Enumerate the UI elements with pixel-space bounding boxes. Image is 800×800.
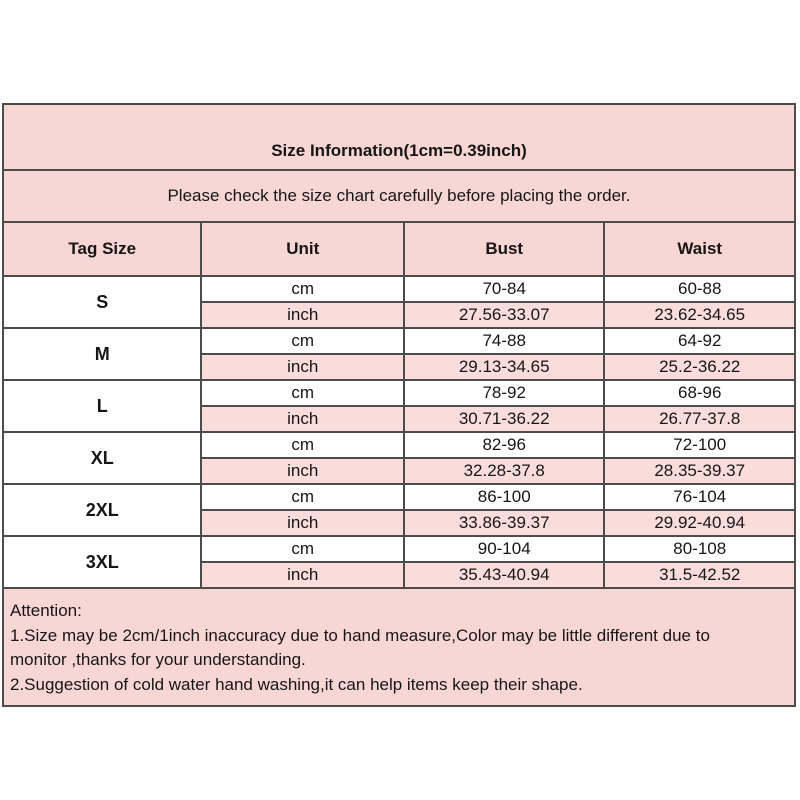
subtitle-row xyxy=(3,170,795,222)
unit-inch-label: inch xyxy=(201,354,403,380)
bust-inch-value: 32.28-37.8 xyxy=(404,458,604,484)
size-row-s-cm xyxy=(3,276,795,302)
waist-inch-value: 23.62-34.65 xyxy=(604,302,795,328)
column-header-bust: Bust xyxy=(404,222,604,276)
waist-inch-value: 28.35-39.37 xyxy=(604,458,795,484)
unit-inch-label: inch xyxy=(201,406,403,432)
bust-cm-value: 86-100 xyxy=(404,484,604,510)
size-table xyxy=(2,103,796,707)
column-header-unit: Unit xyxy=(201,222,403,276)
unit-inch-label: inch xyxy=(201,302,403,328)
size-row-2xl-cm xyxy=(3,484,795,510)
column-header-waist: Waist xyxy=(604,222,795,276)
attention-text-line: monitor ,thanks for your understanding. xyxy=(10,650,306,669)
size-row-m-cm xyxy=(3,328,795,354)
bust-inch-value: 27.56-33.07 xyxy=(404,302,604,328)
bust-inch-value: 33.86-39.37 xyxy=(404,510,604,536)
unit-inch-label: inch xyxy=(201,510,403,536)
attention-heading: Attention: xyxy=(10,601,82,620)
tag-size-cell: L xyxy=(3,380,201,432)
tag-size-cell: M xyxy=(3,328,201,380)
attention-text-line: 1.Size may be 2cm/1inch inaccuracy due to hand measure,Color may be little different due to xyxy=(10,625,710,645)
unit-cm-label: cm xyxy=(201,276,403,302)
tag-size-cell: 3XL xyxy=(3,536,201,588)
size-row-xl-cm xyxy=(3,432,795,458)
unit-cm-label: cm xyxy=(201,536,403,562)
unit-cm-label: cm xyxy=(201,328,403,354)
bust-inch-value: 35.43-40.94 xyxy=(404,562,604,588)
unit-cm-label: cm xyxy=(201,484,403,510)
waist-cm-value: 80-108 xyxy=(604,536,795,562)
title-row xyxy=(3,104,795,170)
waist-cm-value: 60-88 xyxy=(604,276,795,302)
waist-cm-value: 64-92 xyxy=(604,328,795,354)
size-chart xyxy=(2,103,796,707)
unit-inch-label: inch xyxy=(201,562,403,588)
unit-inch-label: inch xyxy=(201,458,403,484)
bust-cm-value: 70-84 xyxy=(404,276,604,302)
bust-cm-value: 90-104 xyxy=(404,536,604,562)
bust-cm-value: 82-96 xyxy=(404,432,604,458)
waist-inch-value: 31.5-42.52 xyxy=(604,562,795,588)
attention-text-line: 2.Suggestion of cold water hand washing,it can help items keep their shape. xyxy=(10,674,583,694)
unit-cm-label: cm xyxy=(201,432,403,458)
waist-inch-value: 25.2-36.22 xyxy=(604,354,795,380)
size-row-l-cm xyxy=(3,380,795,406)
bust-inch-value: 29.13-34.65 xyxy=(404,354,604,380)
attention-note xyxy=(3,588,795,706)
tag-size-cell: S xyxy=(3,276,201,328)
bust-cm-value: 74-88 xyxy=(404,328,604,354)
table-subtitle: Please check the size chart carefully before placing the order. xyxy=(3,170,795,222)
bust-cm-value: 78-92 xyxy=(404,380,604,406)
waist-cm-value: 72-100 xyxy=(604,432,795,458)
waist-inch-value: 26.77-37.8 xyxy=(604,406,795,432)
table-title: Size Information(1cm=0.39inch) xyxy=(3,104,795,170)
column-header-tag-size: Tag Size xyxy=(3,222,201,276)
bust-inch-value: 30.71-36.22 xyxy=(404,406,604,432)
tag-size-cell: 2XL xyxy=(3,484,201,536)
waist-inch-value: 29.92-40.94 xyxy=(604,510,795,536)
header-row xyxy=(3,222,795,276)
waist-cm-value: 68-96 xyxy=(604,380,795,406)
waist-cm-value: 76-104 xyxy=(604,484,795,510)
attention-row xyxy=(3,588,795,706)
tag-size-cell: XL xyxy=(3,432,201,484)
size-row-3xl-cm xyxy=(3,536,795,562)
unit-cm-label: cm xyxy=(201,380,403,406)
